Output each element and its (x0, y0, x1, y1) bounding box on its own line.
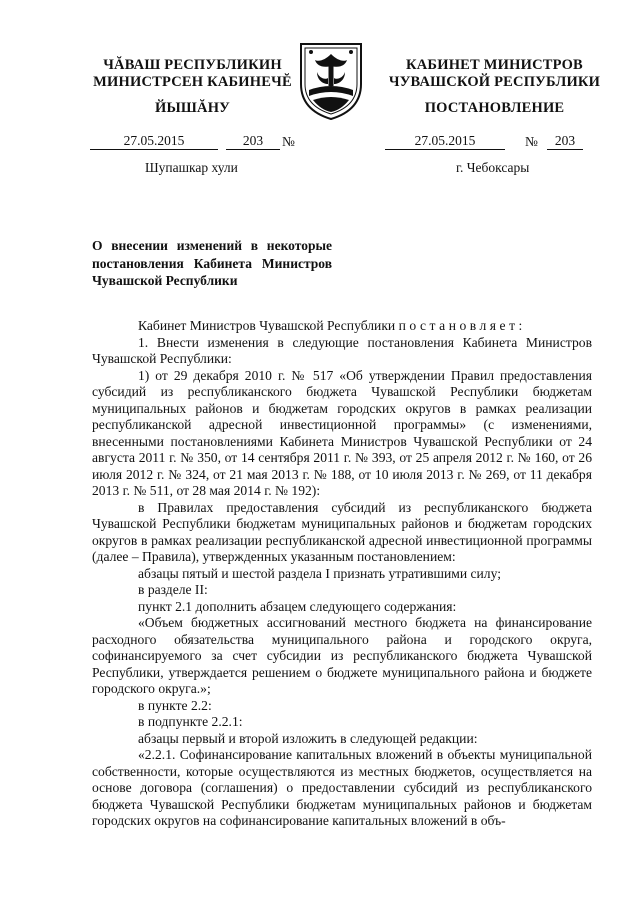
intro-resolution-word: постановляет: (398, 318, 526, 333)
right-org-line-1: КАБИНЕТ МИНИСТРОВ (406, 57, 583, 73)
right-number: 203 (547, 133, 583, 150)
body-paragraph: пункт 2.1 дополнить абзацем следующего содержания: (138, 598, 457, 614)
right-date-number-line (385, 134, 595, 152)
right-org-line-2: ЧУВАШСКОЙ РЕСПУБЛИКИ (388, 74, 601, 90)
intro-paragraph (92, 318, 592, 335)
body-paragraph: в подпункте 2.2.1: (138, 714, 243, 729)
left-number: 203 (226, 133, 280, 150)
left-date-number-line (90, 134, 305, 152)
body-paragraph: в пункте 2.2: (138, 697, 212, 713)
body-paragraph: «Объем бюджетных ассигнований местного бюджета на финансирование расходного обязательства муниципального района и городского округа, софинансируемого за счет субсидии из республиканского бюджета Чувашской Республики, утверждается решением о бюджете муниципального района и бюджете городского округа.»; (92, 615, 592, 696)
left-org-line-2: МИНИСТРСЕН КАБИНЕЧĔ (93, 74, 292, 90)
document-title: О внесении изменений в некоторые постановления Кабинета Министров Чувашской Республики (92, 238, 332, 288)
intro-text: Кабинет Министров Чувашской Республики (138, 318, 399, 333)
right-document-type: ПОСТАНОВЛЕНИЕ (424, 100, 565, 116)
left-date: 27.05.2015 (90, 133, 218, 150)
left-document-type: ЙЫШĂНУ (154, 100, 231, 116)
right-organization-name (382, 57, 607, 91)
body-paragraph: в Правилах предоставления субсидий из республиканского бюджета Чувашской Республики бюджетам муниципальных районов и бюджетам городских округов в рамках реализации республиканской адресной инвестиционной программы (далее – Правила), утвержденных указанным постановлением: (92, 499, 592, 564)
body-paragraph: 1) от 29 декабря 2010 г. № 517 «Об утверждении Правил предоставления субсидий из республиканского бюджета Чувашской Республики бюджетам муниципальных районов и бюджетам городских округов в рамках реализации республиканской адресной инвестиционной программы» (с изменениями, внесенными постановлениями Кабинета Министров Чувашской Республики от 24 августа 2011 г. № 350, от 14 сентября 2011 г. № 393, от 25 апреля 2012 г. № 160, от 26 июля 2012 г. № 324, от 21 мая 2013 г. № 188, от 10 июля 2013 г. № 269, от 11 декабря 2013 г. № 511, от 28 мая 2014 г. № 192): (92, 367, 592, 498)
right-city: г. Чебоксары (456, 160, 530, 175)
body-paragraph: абзацы первый и второй изложить в следующей редакции: (138, 730, 478, 746)
left-city: Шупашкар хули (145, 160, 238, 175)
left-organization-name (80, 57, 305, 91)
left-number-sign: № (282, 134, 295, 149)
body-paragraph: в разделе II: (138, 582, 208, 597)
right-number-sign: № (525, 134, 538, 149)
right-date: 27.05.2015 (385, 133, 505, 150)
document-body (92, 318, 592, 830)
body-paragraph: «2.2.1. Софинансирование капитальных вложений в объекты муниципальной собственности, которые осуществляются из местных бюджетов, осуществляется на основе договора (соглашения) о предоставлении субсидий из республиканского бюджета Чувашской Республики бюджетам муниципальных районов и бюджетам городских округов на софинансирование капитальных вложений в объ- (92, 747, 592, 828)
body-paragraph: 1. Внести изменения в следующие постановления Кабинета Министров Чувашской Республики: (92, 334, 592, 366)
coat-of-arms-emblem-icon (295, 38, 367, 122)
body-paragraph: абзацы пятый и шестой раздела I признать утратившими силу; (138, 565, 501, 581)
left-org-line-1: ЧĂВАШ РЕСПУБЛИКИН (103, 57, 282, 73)
